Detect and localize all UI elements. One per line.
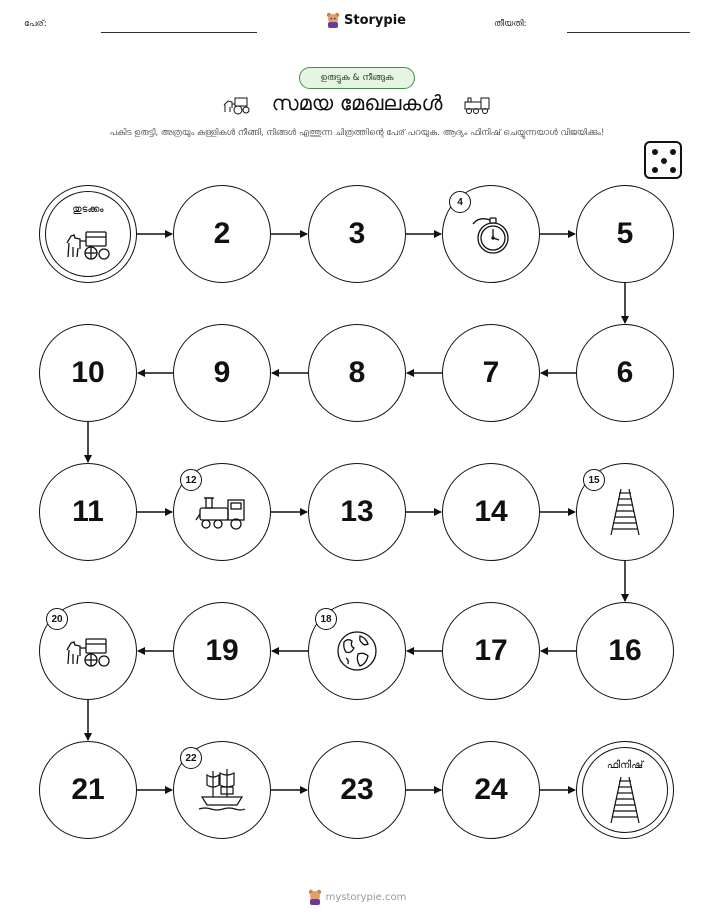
cell-number: 21 [71, 773, 105, 806]
board-cell[interactable] [308, 324, 406, 422]
cell-number: 2 [213, 217, 231, 250]
cell-number: 23 [340, 773, 374, 806]
finish-cell[interactable] [576, 741, 674, 839]
cell-number: 24 [474, 773, 508, 806]
board-cell[interactable] [39, 463, 137, 561]
board-cell[interactable] [173, 602, 271, 700]
cell-number-badge: 18 [315, 608, 337, 630]
steam-train-icon [194, 492, 250, 536]
bear-logo-icon [308, 889, 322, 905]
carriage-icon [64, 634, 112, 672]
cell-number: 10 [71, 356, 105, 389]
sailing-ship-icon [197, 767, 247, 817]
board-cell[interactable] [576, 324, 674, 422]
board-cell[interactable] [173, 324, 271, 422]
cell-number: 19 [205, 634, 239, 667]
cell-number-badge: 20 [46, 608, 68, 630]
cell-number-badge: 4 [449, 191, 471, 213]
start-label: തുടക്കം [72, 204, 104, 215]
cell-number: 11 [72, 495, 104, 528]
instructions: പകിട ഉരുട്ടി, അത്രയും കള്ളികൾ നീങ്ങി, നിങ്ങൾ എത്തുന്ന ചിത്രത്തിന്റെ പേര് പറയുക. ആദ്യം ഫിനിഷ് ചെയ്യുന്നയാൾ വിജയിക്കും! [109, 128, 605, 138]
cell-number: 14 [474, 495, 508, 528]
cell-number: 8 [348, 356, 366, 389]
cell-number: 5 [616, 217, 634, 250]
cell-number: 3 [348, 217, 366, 250]
cell-number-badge: 15 [583, 469, 605, 491]
board-cell[interactable] [39, 741, 137, 839]
board-cell[interactable] [442, 324, 540, 422]
railway-track-icon [605, 775, 645, 829]
cell-number: 17 [474, 634, 508, 667]
cell-number: 6 [616, 356, 634, 389]
board-cell[interactable] [442, 463, 540, 561]
board-cell[interactable] [308, 463, 406, 561]
board-cell[interactable] [576, 185, 674, 283]
name-label: പേര്: [24, 19, 47, 29]
start-cell[interactable] [39, 185, 137, 283]
railway-track-icon [605, 487, 645, 541]
board-cell[interactable] [442, 741, 540, 839]
finish-label: ഫിനിഷ് [606, 760, 644, 771]
cell-number: 13 [340, 495, 374, 528]
cell-number: 7 [482, 356, 500, 389]
board-cell[interactable] [173, 185, 271, 283]
activity-badge: ഉരുട്ടുക & നീങ്ങുക [299, 67, 415, 89]
footer-url[interactable]: mystorypie.com [325, 891, 407, 903]
board-cell[interactable] [308, 741, 406, 839]
cell-number-badge: 22 [180, 747, 202, 769]
carriage-icon [64, 227, 112, 265]
pocket-watch-icon [469, 212, 513, 260]
cell-number-badge: 12 [180, 469, 202, 491]
page-title: സമയ മേഖലകൾ [271, 91, 443, 115]
board-cell[interactable] [576, 602, 674, 700]
board-cell[interactable] [308, 185, 406, 283]
globe-icon [334, 628, 380, 678]
cell-number: 16 [608, 634, 642, 667]
date-label: തീയതി: [494, 19, 527, 29]
board-cell[interactable] [442, 602, 540, 700]
brand-name: Storypie [344, 12, 406, 28]
footer [0, 889, 714, 905]
board-cell[interactable] [39, 324, 137, 422]
cell-number: 9 [213, 356, 231, 389]
